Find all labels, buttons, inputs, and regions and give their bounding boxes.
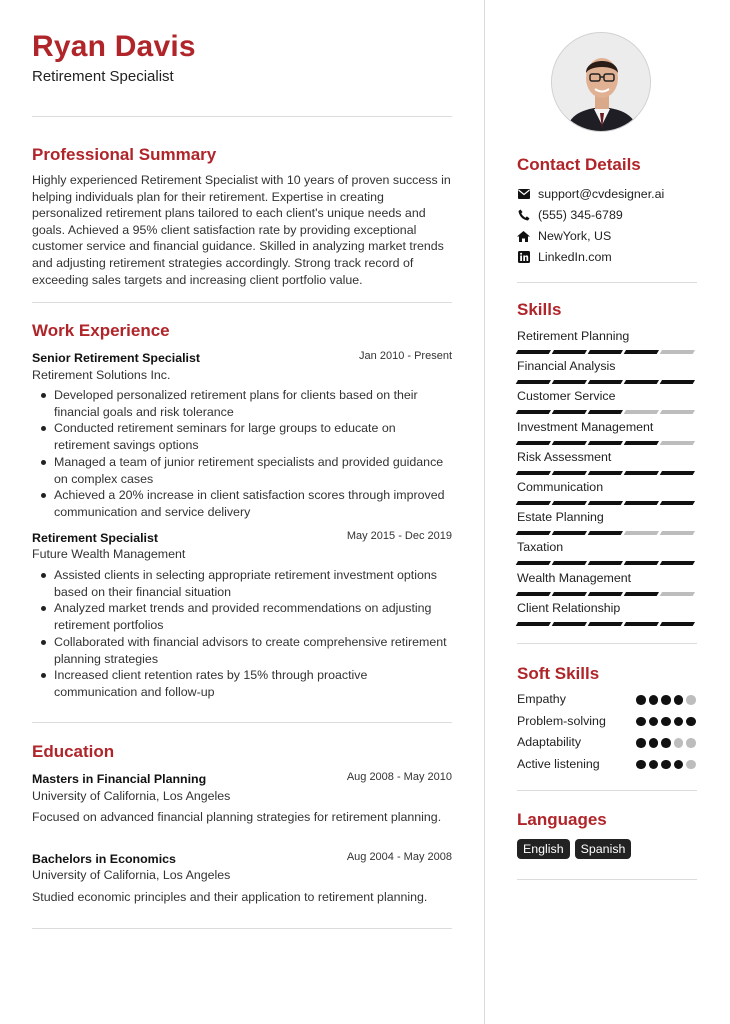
skill-level-segment [552,350,587,354]
job-company: Retirement Solutions Inc. [32,368,171,382]
skill-level-segment [624,471,659,475]
skill-level-segment [588,441,623,445]
list-item: Managed a team of junior retirement specialists and provided guidance on complex cases [54,454,454,487]
candidate-name: Ryan Davis [32,30,196,63]
skill-level-segment [552,380,587,384]
skill-level-segment [516,350,551,354]
soft-skill-rating [636,738,696,748]
contact-heading: Contact Details [517,155,641,174]
skill-name: Communication [517,480,604,494]
skill-level-segment [588,350,623,354]
soft-skill-rating [636,760,696,770]
divider [517,879,697,880]
summary-text: Highly experienced Retirement Specialist with 10 years of proven success in helping individuals plan for their retirement. Expertise in creating personalized retirement plans tailored to each client's unique needs and goals. Achieved a 95% client satisfaction rate by providing exceptional customer service and financial guidance. Skilled in analyzing market trends and adjusting retirement strategies accordingly. Strong track record of exceeding sales targets and increasing client portfolio value. [32,173,451,287]
email-text: support@cvdesigner.ai [538,187,665,201]
skill-name: Taxation [517,540,564,555]
skill-name: Financial Analysis [517,359,616,374]
skill-level-segment [624,531,659,535]
skill-level-segment [588,501,623,505]
skill-level-segment [516,561,551,565]
rating-dot [674,738,684,748]
edu-degree: Bachelors in Economics [32,852,176,866]
skill-level-bar [517,622,694,626]
rating-dot [674,760,684,770]
language-tag: Spanish [575,839,632,859]
divider [32,722,452,723]
skill-level-segment [624,350,659,354]
skill-level-segment [624,501,659,505]
rating-dot [686,717,696,727]
skill-level-segment [588,471,623,475]
job-role: Retirement Specialist [32,531,159,545]
skill-name: Investment Management [517,419,654,434]
skill-level-bar [517,441,694,445]
list-item: Increased client retention rates by 15% through proactive communication and follow-up [54,667,454,700]
skill-level-segment [516,380,551,384]
linkedin-icon [517,251,530,264]
skill-level-segment [660,380,695,384]
location-text: NewYork, US [538,229,612,243]
soft-skill-rating [636,695,696,705]
skill-name: Estate Planning [517,510,604,525]
rating-dot [661,738,671,748]
skill-name: Retirement Planning [517,329,630,343]
list-item: Analyzed market trends and provided recommendations on adjusting retirement portfolios [54,600,454,633]
skill-level-segment [624,592,659,596]
skill-level-segment [516,531,551,535]
edu-school: University of California, Los Angeles [32,868,231,882]
skill-level-segment [588,622,623,626]
skill-level-segment [588,380,623,384]
divider [517,790,697,791]
skill-level-bar [517,561,694,565]
rating-dot [661,695,671,705]
skill-level-segment [552,410,587,414]
soft-skill-name: Adaptability [517,735,582,749]
profile-photo-icon [552,33,651,132]
rating-dot [636,717,646,727]
skill-level-segment [552,441,587,445]
contact-email[interactable] [517,187,664,201]
skill-level-segment [660,441,695,445]
skill-level-segment [552,531,587,535]
list-item: Developed personalized retirement plans for clients based on their financial goals and risk tolerance [54,387,454,420]
skill-level-segment [624,622,659,626]
rating-dot [636,760,646,770]
list-item: Collaborated with financial advisors to create comprehensive retirement planning strategies [54,634,454,667]
rating-dot [686,738,696,748]
skill-name: Customer Service [517,389,616,404]
edu-school: University of California, Los Angeles [32,789,231,803]
rating-dot [686,760,696,770]
rating-dot [649,760,659,770]
experience-heading: Work Experience [32,321,170,340]
divider [32,302,452,303]
job-date: Jan 2010 - Present [359,350,452,362]
skill-level-segment [624,561,659,565]
skill-level-segment [624,441,659,445]
soft-skill-name: Problem-solving [517,713,606,728]
skill-level-segment [624,380,659,384]
skill-name: Wealth Management [517,570,632,585]
phone-text: (555) 345-6789 [538,208,623,222]
skill-level-bar [517,531,694,535]
skill-level-segment [516,441,551,445]
skill-level-segment [660,350,695,354]
skill-level-segment [516,410,551,414]
skill-level-bar [517,350,694,354]
list-item: Achieved a 20% increase in client satisfaction scores through improved communication and service delivery [54,487,454,520]
skill-level-segment [660,561,695,565]
job-date: May 2015 - Dec 2019 [346,530,452,542]
rating-dot [661,760,671,770]
skill-name: Client Relationship [517,600,621,615]
divider [517,282,697,283]
skill-level-segment [552,622,587,626]
edu-description: Studied economic principles and their application to retirement planning. [32,890,428,904]
edu-date: Aug 2008 - May 2010 [346,771,452,783]
rating-dot [686,695,696,705]
phone-icon [517,209,530,222]
language-tag: English [517,839,570,859]
column-divider [484,0,485,1024]
edu-date: Aug 2004 - May 2008 [346,851,452,863]
skill-level-bar [517,410,694,414]
soft-skill-rating [636,717,696,727]
soft-skill-name: Active listening [517,756,600,771]
skill-level-segment [660,592,695,596]
skill-level-segment [660,501,695,505]
skill-level-bar [517,592,694,596]
rating-dot [636,695,646,705]
skill-level-segment [552,592,587,596]
edu-description: Focused on advanced financial planning strategies for retirement planning. [32,810,442,824]
skill-level-segment [516,622,551,626]
linkedin-text: LinkedIn.com [538,250,612,264]
divider [517,643,697,644]
avatar [551,32,651,132]
rating-dot [661,717,671,727]
education-heading: Education [32,742,115,761]
soft-skills-heading: Soft Skills [517,664,600,683]
skill-level-segment [660,622,695,626]
job-bullets [54,387,454,521]
skill-level-segment [660,410,695,414]
job-role: Senior Retirement Specialist [32,351,201,365]
contact-location [517,229,611,243]
skill-level-segment [516,501,551,505]
home-icon [517,230,530,243]
rating-dot [674,717,684,727]
skill-level-segment [552,501,587,505]
divider [32,928,452,929]
edu-degree: Masters in Financial Planning [32,772,207,786]
soft-skill-name: Empathy [517,692,566,706]
languages-list [517,839,631,859]
skill-level-segment [588,410,623,414]
envelope-icon [517,188,530,201]
summary-heading: Professional Summary [32,145,217,164]
skill-level-segment [516,592,551,596]
rating-dot [636,738,646,748]
skill-level-bar [517,380,694,384]
rating-dot [649,738,659,748]
skill-level-segment [588,531,623,535]
contact-linkedin[interactable] [517,250,612,264]
divider [32,116,452,117]
skill-level-segment [588,592,623,596]
list-item: Assisted clients in selecting appropriate retirement investment options based on their financial situation [54,567,454,600]
skill-level-segment [552,471,587,475]
languages-heading: Languages [517,810,607,829]
contact-phone[interactable] [517,208,623,222]
skill-name: Risk Assessment [517,449,612,464]
skill-level-segment [588,561,623,565]
skill-level-segment [660,471,695,475]
rating-dot [649,695,659,705]
job-company: Future Wealth Management [32,547,186,561]
job-bullets [54,567,454,701]
skill-level-bar [517,501,694,505]
list-item: Conducted retirement seminars for large groups to educate on retirement savings options [54,420,454,453]
skill-level-bar [517,471,694,475]
skill-level-segment [552,561,587,565]
rating-dot [649,717,659,727]
skill-level-segment [624,410,659,414]
candidate-title: Retirement Specialist [32,68,174,85]
skills-heading: Skills [517,300,562,319]
skill-level-segment [660,531,695,535]
rating-dot [674,695,684,705]
skill-level-segment [516,471,551,475]
